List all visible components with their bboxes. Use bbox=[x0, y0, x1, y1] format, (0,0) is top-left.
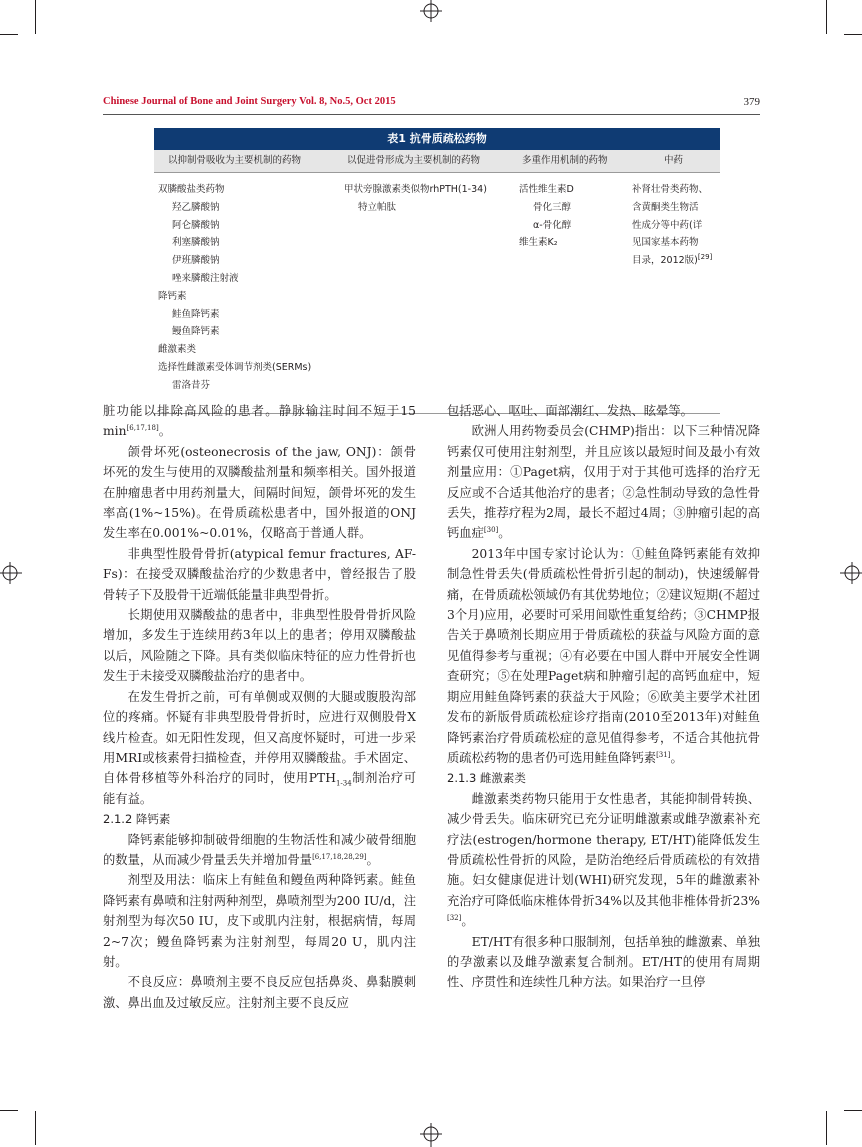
table-column bbox=[632, 181, 712, 270]
table-cell bbox=[632, 252, 712, 270]
paragraph bbox=[103, 687, 416, 809]
journal-name: Chinese Journal of Bone and Joint Surgery Vol. 8, No.5, Oct 2015 bbox=[103, 96, 396, 107]
table-cell: 补肾壮骨类药物、 bbox=[632, 184, 709, 195]
paragraph-text: 。 bbox=[461, 914, 474, 929]
table-cell-text: 目录，2012版) bbox=[632, 255, 698, 267]
crop-mark bbox=[826, 0, 827, 34]
paragraph-text: 在发生骨折之前，可有单侧或双侧的大腿或腹股沟部位的疼痛。怀疑有非典型股骨骨折时，应进行双侧股骨X线片检查。如无阳性发现，但又高度怀疑时，可进一步采用MRI或核素骨扫描检查，并停用双膦酸盐。手术固定、自体骨移植等外科治疗的同时，使用PTH bbox=[103, 689, 416, 786]
paragraph: 颌骨坏死(osteonecrosis of the jaw, ONJ)：颌骨坏死的发生与使用的双膦酸盐剂量和频率相关。国外报道在肿瘤患者中用药剂量大，间隔时间短，颌骨坏死的发生率高(1%~15%)。在骨质疏松患者中，国外报道的ONJ发生率在0.001%~0.01%，仅略高于普通人群。 bbox=[103, 444, 416, 541]
paragraph: 非典型性股骨骨折(atypical femur fractures, AF-Fs)：在接受双膦酸盐治疗的少数患者中，曾经报告了股骨转子下及股骨干近端低能量非典型骨折。 bbox=[103, 546, 416, 602]
table-cell: 见国家基本药物 bbox=[632, 237, 699, 249]
table-cell: 甲状旁腺激素类似物rhPTH(1-34) bbox=[344, 184, 487, 195]
paragraph-text: 脏功能以排除高风险的患者。静脉输注时间不短于15 min bbox=[103, 404, 416, 439]
table-header-cell: 中药 bbox=[664, 155, 684, 166]
table-cell: 含黄酮类生物活 bbox=[632, 201, 699, 213]
table-cell: 鲑鱼降钙素 bbox=[172, 308, 220, 320]
table-cell: 选择性雌激素受体调节剂类(SERMs) bbox=[158, 361, 312, 373]
subscript: 1-34 bbox=[335, 779, 352, 788]
paragraph-text: 。 bbox=[158, 424, 172, 439]
crop-mark bbox=[0, 34, 18, 35]
section-heading: 2.1.2 降钙素 bbox=[103, 812, 171, 827]
right-column bbox=[447, 401, 760, 993]
crop-mark bbox=[844, 34, 862, 35]
citation: [30] bbox=[483, 526, 499, 535]
table-header-cell: 以抑制骨吸收为主要机制的药物 bbox=[168, 155, 302, 166]
paragraph: 长期使用双膦酸盐的患者中，非典型性股骨骨折风险增加，多发生于连续用药3年以上的患者；停用双膦酸盐以后，风险随之下降。具有类似临床特征的应力性骨折也发生于未接受双膦酸盐治疗的患者中。 bbox=[103, 608, 416, 684]
table-header-cell: 多重作用机制的药物 bbox=[522, 155, 608, 166]
table-cell: 降钙素 bbox=[158, 290, 187, 302]
table-cell: 性成分等中药(详 bbox=[632, 219, 703, 231]
paragraph: 不良反应：鼻喷剂主要不良反应包括鼻炎、鼻黏膜刺激、鼻出血及过敏反应。注射剂主要不良反应 bbox=[103, 975, 416, 1010]
table-cell: 鳗鱼降钙素 bbox=[172, 326, 220, 338]
crop-mark bbox=[844, 1110, 862, 1111]
table-column bbox=[344, 181, 487, 217]
table-cell: 双膦酸盐类药物 bbox=[158, 184, 225, 195]
paragraph bbox=[447, 544, 760, 768]
table-cell: 阿仑膦酸钠 bbox=[172, 219, 220, 231]
paragraph bbox=[447, 789, 760, 932]
table-cell: α-骨化醇 bbox=[533, 219, 572, 231]
table-column bbox=[519, 181, 574, 252]
paragraph-text: 欧洲人用药物委员会(CHMP)指出：以下三种情况降钙素仅可使用注射剂型，并且应该以最短时间及最小有效剂量应用：①Paget病，仅用于对于其他可选择的治疗无反应或不合适其他治疗的患者；②急性制动导致的急性骨丢失，推荐疗程为2周，最长不超过4周；③肿瘤引起的高钙血症 bbox=[447, 424, 760, 541]
running-header bbox=[103, 96, 760, 112]
table-cell: 伊班膦酸钠 bbox=[172, 255, 220, 267]
paragraph: 包括恶心、呕吐、面部潮红、发热、眩晕等。 bbox=[447, 404, 693, 418]
citation: [6,17,18,28,29] bbox=[312, 852, 367, 861]
table-cell: 利塞膦酸钠 bbox=[172, 237, 220, 249]
table-body bbox=[154, 173, 720, 414]
table-cell: 雷洛昔芬 bbox=[172, 379, 211, 391]
registration-mark-icon bbox=[418, 0, 444, 26]
table-cell: 活性维生素D bbox=[519, 184, 574, 195]
paragraph: 剂型及用法：临床上有鲑鱼和鳗鱼两种降钙素。鲑鱼降钙素有鼻喷和注射两种剂型，鼻喷剂型为200 IU/d，注射剂型为每次50 IU，皮下或肌内注射，根据病情，每周2~7次；鳗鱼降钙素为注射剂型，每周20 U，肌内注射。 bbox=[103, 873, 416, 969]
table-cell: 维生素K₂ bbox=[519, 237, 558, 249]
header-rule bbox=[103, 114, 760, 115]
table-cell: 雌激素类 bbox=[158, 344, 197, 356]
table-cell: 骨化三醇 bbox=[533, 201, 572, 213]
crop-mark bbox=[826, 1111, 827, 1145]
crop-mark bbox=[35, 1111, 36, 1145]
paragraph-text: 。 bbox=[498, 526, 511, 541]
paragraph-text: 2013年中国专家讨论认为：①鲑鱼降钙素能有效抑制急性骨丢失(骨质疏松性骨折引起的制动)，快速缓解骨痛，在骨质疏松领域仍有其优势地位；②建议短期(不超过3个月)应用，必要时可采用间歇性重复给药；③CHMP报告关于鼻喷剂长期应用于骨质疏松的获益与风险方面的意见值得参考与重视；④有必要在中国人群中开展安全性调查研究；⑤在处理Paget病和肿瘤引起的高钙血症中，短期应用鲑鱼降钙素的获益大于风险；⑥欧美主要学术社团发布的新版骨质疏松症诊疗指南(2010至2013年)对鲑鱼降钙素治疗骨质疏松症的意见值得参考，不适合其他抗骨质疏松药物的患者仍可选用鲑鱼降钙素 bbox=[447, 546, 760, 765]
drug-table bbox=[154, 128, 720, 414]
registration-mark-icon bbox=[0, 560, 26, 586]
registration-mark-icon bbox=[836, 560, 862, 586]
paragraph-text: 雌激素类药物只能用于女性患者，其能抑制骨转换、减少骨丢失。临床研究已充分证明雌激素或雌孕激素补充疗法(estrogen/hormone therapy, ET/HT)能降低发生骨质疏松性骨折的风险，是防治绝经后骨质疏松的有效措施。妇女健康促进计划(WHI)研究发现，5年的雌激素补充治疗可降低临床椎体骨折34%以及其他非椎体骨折23% bbox=[447, 791, 760, 908]
citation: [32] bbox=[447, 914, 462, 923]
citation: [31] bbox=[656, 750, 671, 759]
table-header-row bbox=[154, 150, 720, 173]
paragraph bbox=[103, 401, 416, 442]
citation: [29] bbox=[697, 253, 713, 262]
paragraph: ET/HT有很多种口服制剂，包括单独的雌激素、单独的孕激素以及雌孕激素复合制剂。ET/HT的使用有周期性、序贯性和连续性几种方法。如果治疗一旦停 bbox=[447, 934, 760, 990]
table-cell: 特立帕肽 bbox=[358, 201, 397, 213]
section-heading: 2.1.3 雌激素类 bbox=[447, 771, 526, 786]
paragraph-text: 制剂治疗可能有益。 bbox=[103, 771, 416, 806]
paragraph-text: 。 bbox=[366, 852, 379, 867]
table-header-cell: 以促进骨形成为主要机制的药物 bbox=[347, 155, 481, 166]
table-column bbox=[158, 181, 311, 395]
paragraph-text: 。 bbox=[670, 750, 683, 765]
citation: [6,17,18] bbox=[126, 424, 159, 433]
crop-mark bbox=[0, 1110, 18, 1111]
crop-mark bbox=[35, 0, 36, 34]
table-title: 表1 抗骨质疏松药物 bbox=[154, 128, 720, 150]
paragraph-text: 降钙素能够抑制破骨细胞的生物活性和减少破骨细胞的数量，从而减少骨量丢失并增加骨量 bbox=[103, 832, 416, 867]
registration-mark-icon bbox=[418, 1121, 444, 1147]
table-cell: 唑来膦酸注射液 bbox=[172, 272, 239, 284]
left-column bbox=[103, 401, 416, 1013]
paragraph bbox=[103, 830, 416, 871]
page-number: 379 bbox=[743, 96, 760, 108]
table-cell: 羟乙膦酸钠 bbox=[172, 201, 220, 213]
paragraph bbox=[447, 421, 760, 543]
